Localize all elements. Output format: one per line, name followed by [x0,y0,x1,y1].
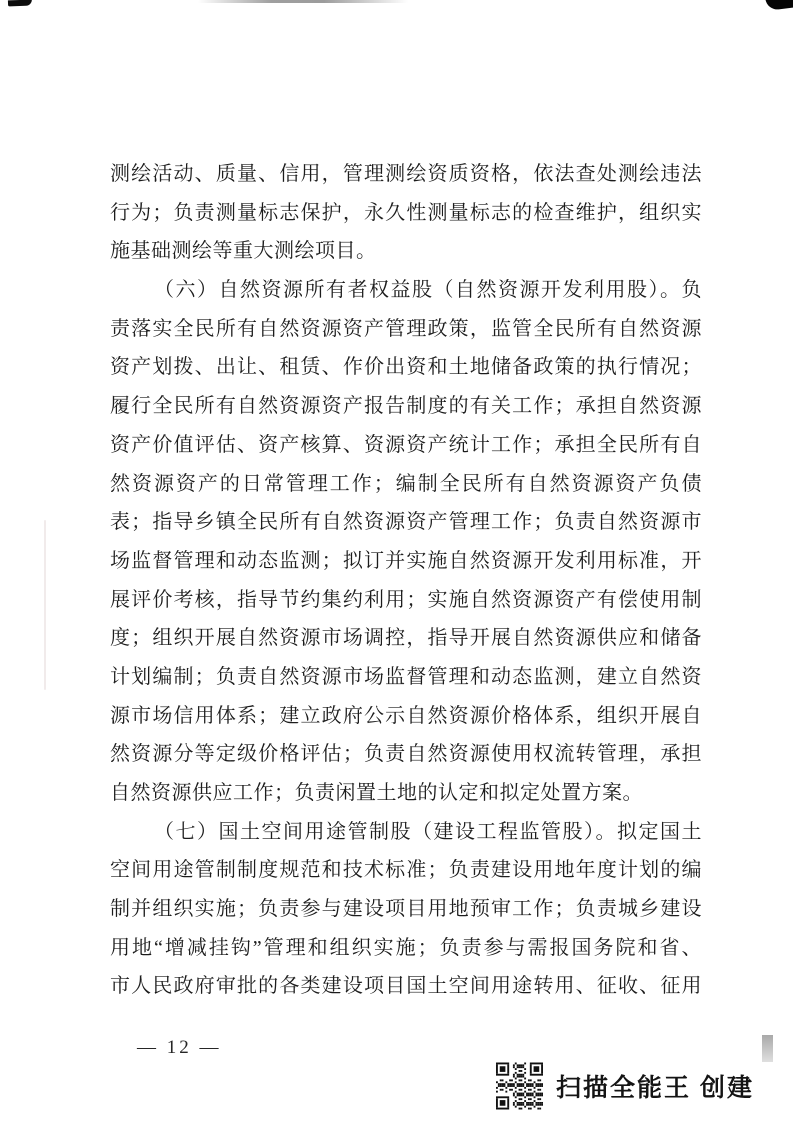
text-line: 行为；负责测量标志保护，永久性测量标志的检查维护，组织实 [110,201,702,224]
scan-artifact-top-smudge [198,0,408,3]
text-line: 施基础测绘等重大测绘项目。 [110,240,377,263]
scanner-watermark [496,1062,754,1110]
document-body [110,155,702,1006]
text-line: 资产划拨、出让、租赁、作价出资和土地储备政策的执行情况； [110,356,702,379]
scanner-credit-text: 扫描全能王 创建 [556,1074,754,1102]
text-line: 度；组织开展自然资源市场调控，指导开展自然资源供应和储备 [110,627,702,650]
text-line: 计划编制；负责自然资源市场监督管理和动态监测，建立自然资 [110,665,702,688]
scan-artifact-top-right [765,0,793,11]
text-line: 表；指导乡镇全民所有自然资源资产管理工作；负责自然资源市 [110,511,702,534]
text-line: 履行全民所有自然资源资产报告制度的有关工作；承担自然资源 [110,395,702,418]
text-line: 制并组织实施；负责参与建设项目用地预审工作；负责城乡建设 [110,898,702,921]
page-number: — 12 — [137,1037,222,1058]
text-line: 资产价值评估、资产核算、资源资产统计工作；承担全民所有自 [110,433,702,456]
qr-code-icon [496,1062,543,1110]
scan-artifact-top-left [8,0,32,6]
text-line: 然资源资产的日常管理工作；编制全民所有自然资源资产负债 [110,472,702,495]
text-line: 责落实全民所有自然资源资产管理政策，监管全民所有自然资源 [110,317,702,340]
scan-artifact-left-smudge [44,520,46,690]
text-line: 展评价考核，指导节约集约利用；实施自然资源资产有偿使用制 [110,588,702,611]
text-line: （七）国土空间用途管制股（建设工程监管股）。拟定国土 [154,820,702,843]
text-line: 用地“增减挂钩”管理和组织实施；负责参与需报国务院和省、 [110,936,702,959]
text-line: （六）自然资源所有者权益股（自然资源开发利用股）。负 [154,279,702,302]
text-line: 测绘活动、质量、信用，管理测绘资质资格，依法查处测绘违法 [110,163,702,185]
text-line: 市人民政府审批的各类建设项目国土空间用途转用、征收、征用 [110,975,702,998]
text-line: 然资源分等定级价格评估；负责自然资源使用权流转管理，承担 [110,743,702,766]
scan-artifact-right-bar [762,1035,773,1062]
text-line: 场监督管理和动态监测；拟订并实施自然资源开发利用标准，开 [110,549,702,572]
text-line: 自然资源供应工作；负责闲置土地的认定和拟定处置方案。 [110,782,643,804]
text-line: 源市场信用体系；建立政府公示自然资源价格体系，组织开展自 [110,704,702,727]
text-line: 空间用途管制制度规范和技术标准；负责建设用地年度计划的编 [110,859,702,882]
